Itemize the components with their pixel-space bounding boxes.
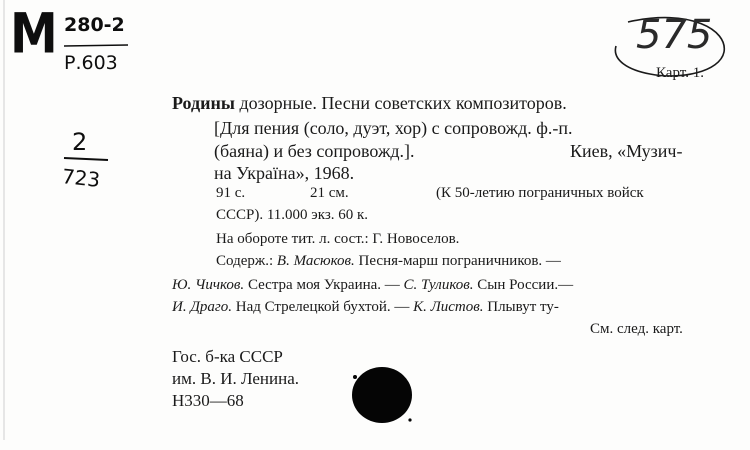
library-line-2: им. В. И. Ленина. [172, 369, 300, 388]
contents-lead: Содерж.: [216, 253, 277, 269]
contents-title: Песня-марш пограничников. — [354, 253, 561, 269]
shelf-underline [64, 45, 128, 46]
contents-title: Сын России.— [473, 277, 574, 293]
entry-line-3a: (баяна) и без сопровожд.]. [214, 141, 415, 161]
entry-line-7: На обороте тит. л. сост.: Г. Новоселов. [216, 231, 460, 247]
continued-note: См. след. карт. [590, 321, 683, 337]
library-line-3: Н330—68 [172, 391, 244, 410]
contents-title: Плывут ту- [483, 299, 559, 315]
ink-speck [353, 375, 357, 379]
entry-line-2: [Для пения (соло, дуэт, хор) с сопровожд. ф.-п. [214, 118, 573, 138]
entry-line-4: на Україна», 1968. [214, 163, 355, 183]
contents-author: В. Масюков. [276, 253, 355, 269]
shelf-code: 280-2 [64, 14, 125, 36]
entry-line-5c: (К 50-летию пограничных войск [436, 185, 644, 201]
shelf-letter: М [10, 1, 58, 67]
entry-line-5b: 21 см. [310, 185, 349, 201]
entry-title-bold: Родины [172, 93, 235, 113]
ink-stamp [352, 367, 412, 423]
card-label: Карт. 1. [656, 65, 704, 81]
contents-author: И. Драго. [172, 299, 232, 315]
handwritten-number-bottom: 723 [60, 164, 102, 192]
contents-author: К. Листов. [413, 299, 484, 315]
entry-line-1 [172, 94, 567, 112]
shelf-sub-code: Р.603 [64, 52, 118, 74]
contents-title: Сестра моя Украина. — [244, 277, 404, 293]
entry-line-6: СССР). 11.000 экз. 60 к. [216, 207, 369, 223]
library-line-1: Гос. б-ка СССР [172, 347, 283, 366]
entry-title-rest: дозорные. Песни советских композиторов. [234, 93, 567, 113]
contents-line-3 [172, 300, 559, 315]
contents-author: С. Туликов. [403, 277, 474, 293]
contents-author: Ю. Чичков. [172, 277, 245, 293]
ink-speck [408, 418, 411, 421]
handwritten-number-top: 2 [72, 128, 88, 156]
contents-line-2 [172, 278, 573, 293]
entry-line-5a: 91 с. [216, 185, 246, 201]
entry-line-3b: Киев, «Музич- [570, 141, 683, 161]
contents-line-1 [216, 254, 561, 269]
contents-title: Над Стрелецкой бухтой. — [231, 299, 414, 315]
fraction-bar [64, 158, 108, 160]
card-number-scrawl: 575 [636, 12, 713, 58]
